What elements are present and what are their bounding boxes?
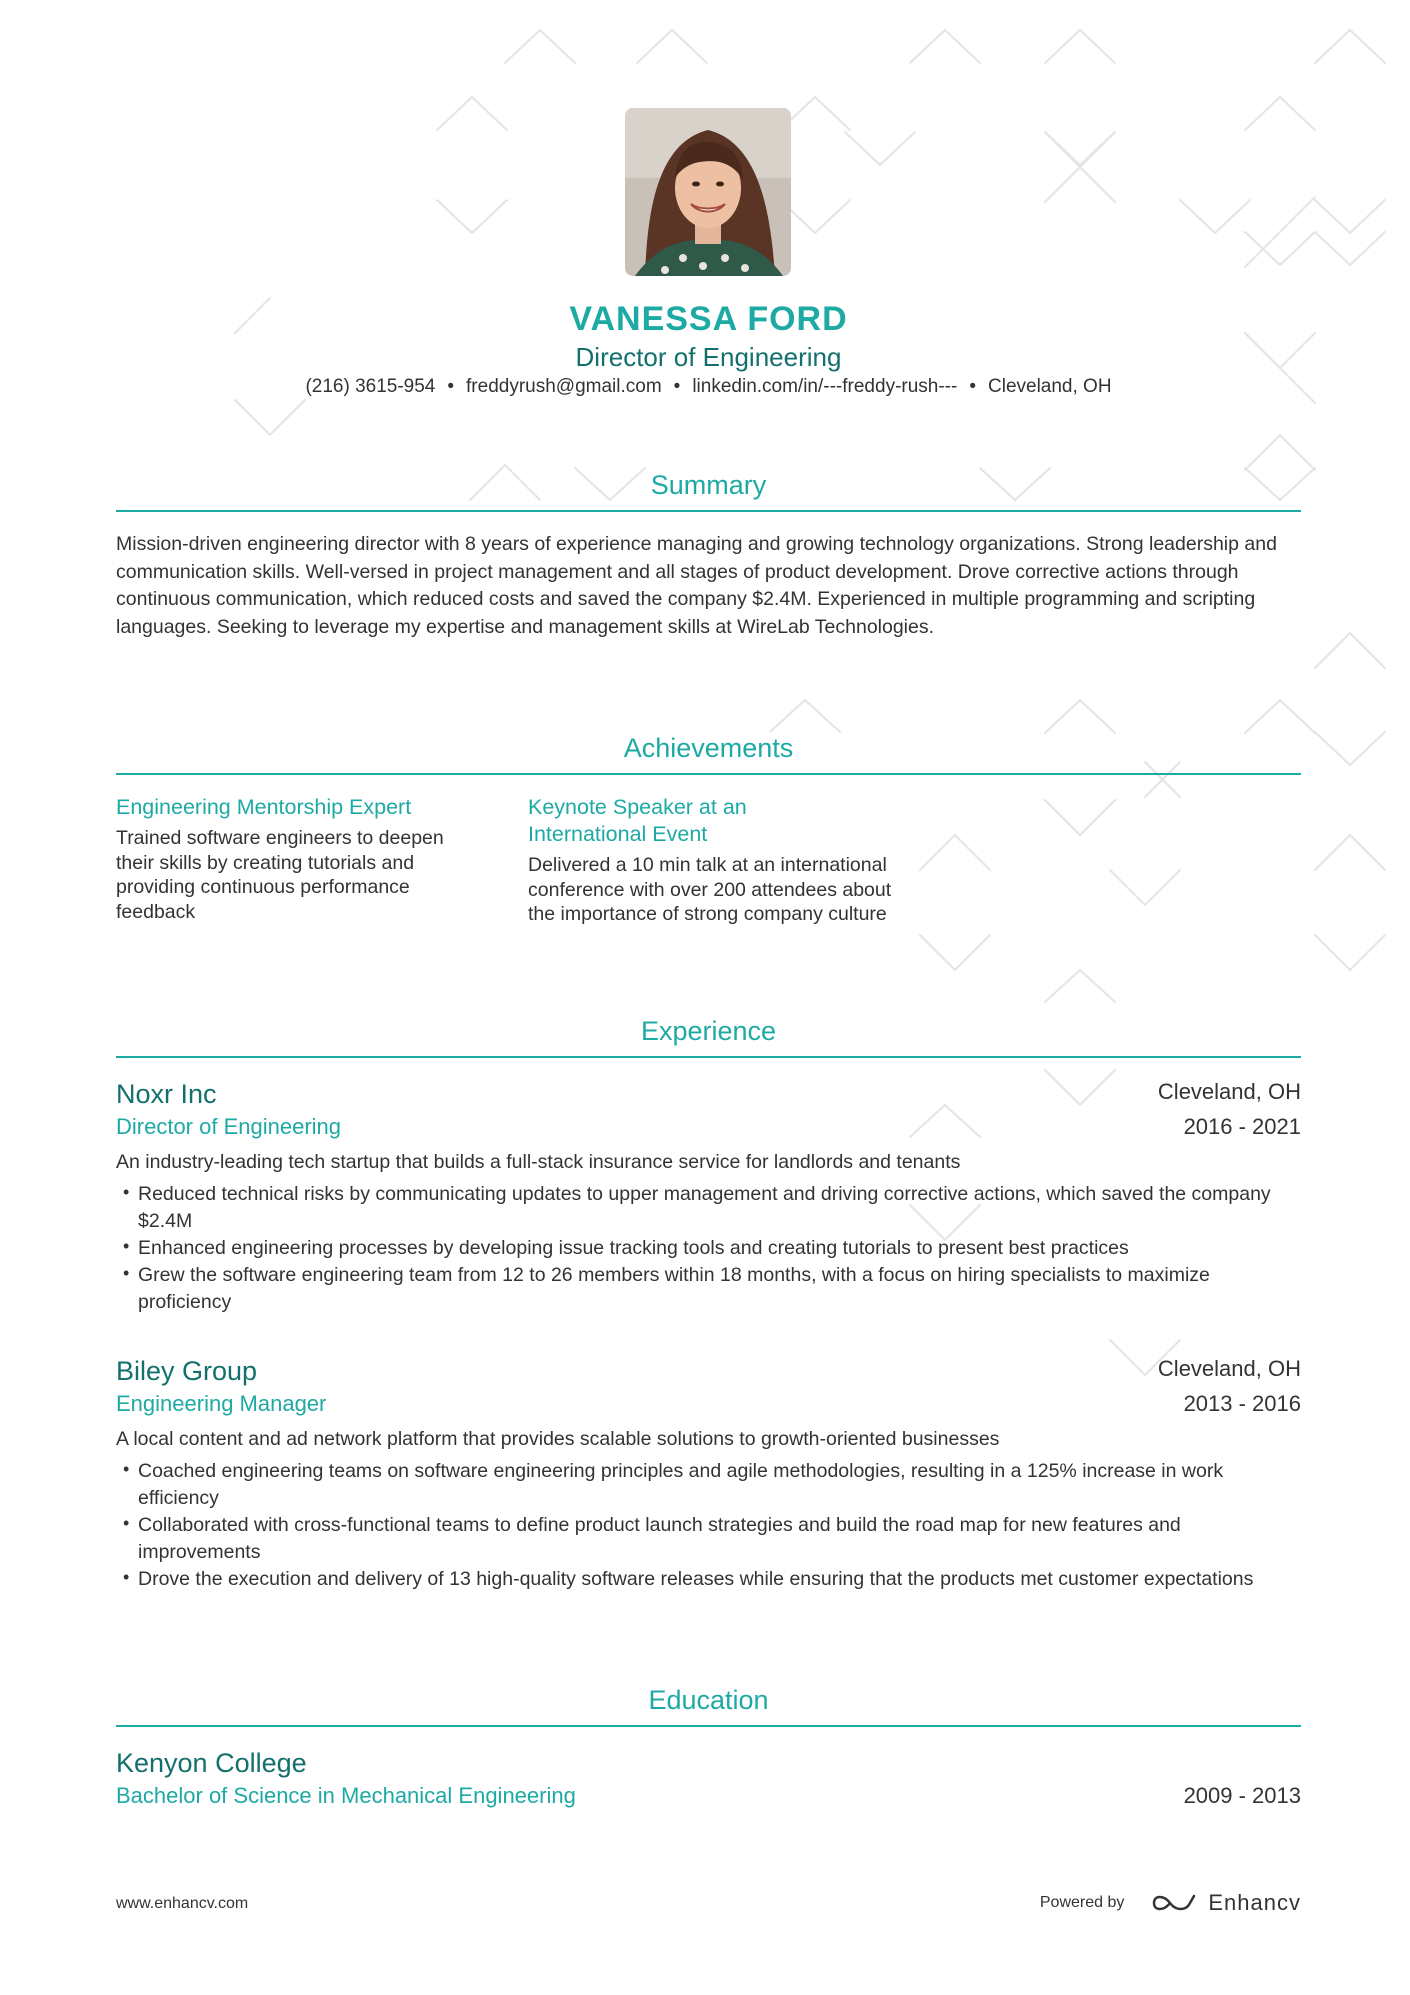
education-dates: 2009 - 2013: [1183, 1783, 1301, 1808]
job-dates: 2016 - 2021: [1183, 1114, 1301, 1139]
candidate-name: VANESSA FORD: [569, 300, 848, 338]
contact-separator: •: [673, 376, 681, 397]
enhancv-brand-name[interactable]: Enhancv: [1208, 1890, 1301, 1915]
enhancv-logo-icon[interactable]: [1150, 1890, 1196, 1916]
company-name: Biley Group: [116, 1356, 258, 1386]
job-bullet: • Enhanced engineering processes by developing issue tracking tools and creating tutorials to present best practices: [116, 1235, 1301, 1262]
contact-email[interactable]: freddyrush@gmail.com: [466, 376, 662, 397]
job-location: Cleveland, OH: [1157, 1079, 1301, 1104]
job-bullet: • Collaborated with cross-functional teams to define product launch strategies and build the road map for new features and improvements: [116, 1512, 1301, 1566]
job-role: Director of Engineering: [116, 1114, 342, 1139]
contact-separator: •: [969, 376, 976, 397]
footer-website-link[interactable]: www.enhancv.com: [116, 1895, 249, 1912]
candidate-headline: Director of Engineering: [575, 342, 842, 372]
section-divider: [116, 1056, 1301, 1058]
contact-linkedin[interactable]: linkedin.com/in/---freddy-rush---: [692, 376, 958, 397]
achievement-item: [528, 794, 898, 927]
section-divider: [116, 1725, 1301, 1727]
achievement-title: Keynote Speaker at an International Event: [528, 795, 747, 846]
job-location: Cleveland, OH: [1157, 1356, 1301, 1381]
footer-branding: [1040, 1888, 1301, 1918]
section-divider: [116, 773, 1301, 775]
achievement-item: [116, 794, 486, 924]
job-role: Engineering Manager: [116, 1391, 327, 1416]
company-description: An industry-leading tech startup that builds a full-stack insurance service for landlords and tenants: [116, 1151, 961, 1173]
contact-separator: •: [447, 376, 455, 397]
achievement-description: Delivered a 10 min talk at an international conference with over 200 attendees about the importance of strong company culture: [528, 854, 892, 925]
summary-text: Mission-driven engineering director with 8 years of experience managing and growing technology organizations. Strong leadership and communication skills. Well-versed in project management and all stages of product development. Drove corrective actions through continuous communication, which reduced costs and saved the company $2.4M. Experienced in multiple programming and scripting languages. Seeking to leverage my expertise and management skills at WireLab Technologies.: [116, 533, 1277, 638]
degree: Bachelor of Science in Mechanical Engineering: [116, 1783, 576, 1808]
section-title-achievements: Achievements: [623, 733, 794, 763]
job-bullet: • Drove the execution and delivery of 13 high-quality software releases while ensuring that the products met customer expectations: [116, 1566, 1301, 1593]
job-bullets: [116, 1458, 1301, 1593]
company-description: A local content and ad network platform that provides scalable solutions to growth-oriented businesses: [116, 1428, 1000, 1450]
achievement-title: Engineering Mentorship Expert: [116, 795, 412, 819]
job-bullet: • Reduced technical risks by communicating updates to upper management and driving corrective actions, which saved the company $2.4M: [116, 1181, 1301, 1235]
section-title-summary: Summary: [650, 470, 767, 500]
school-name: Kenyon College: [116, 1748, 307, 1778]
job-bullets: [116, 1181, 1301, 1316]
contact-location: Cleveland, OH: [988, 376, 1112, 397]
company-name: Noxr Inc: [116, 1079, 217, 1109]
section-title-education: Education: [648, 1685, 769, 1715]
section-divider: [116, 510, 1301, 512]
powered-by-label: Powered by: [1039, 1894, 1125, 1911]
section-title-experience: Experience: [640, 1016, 777, 1046]
job-bullet: • Grew the software engineering team from 12 to 26 members within 18 months, with a focus on hiring specialists to maximize proficiency: [116, 1262, 1301, 1316]
profile-photo: [625, 108, 791, 276]
achievement-description: Trained software engineers to deepen their skills by creating tutorials and providing continuous performance feedback: [116, 827, 444, 923]
contact-phone[interactable]: (216) 3615-954: [305, 376, 436, 397]
job-bullet: • Coached engineering teams on software engineering principles and agile methodologies, resulting in a 125% increase in work efficiency: [116, 1458, 1301, 1512]
contact-line: [116, 373, 1301, 401]
job-dates: 2013 - 2016: [1183, 1391, 1301, 1416]
